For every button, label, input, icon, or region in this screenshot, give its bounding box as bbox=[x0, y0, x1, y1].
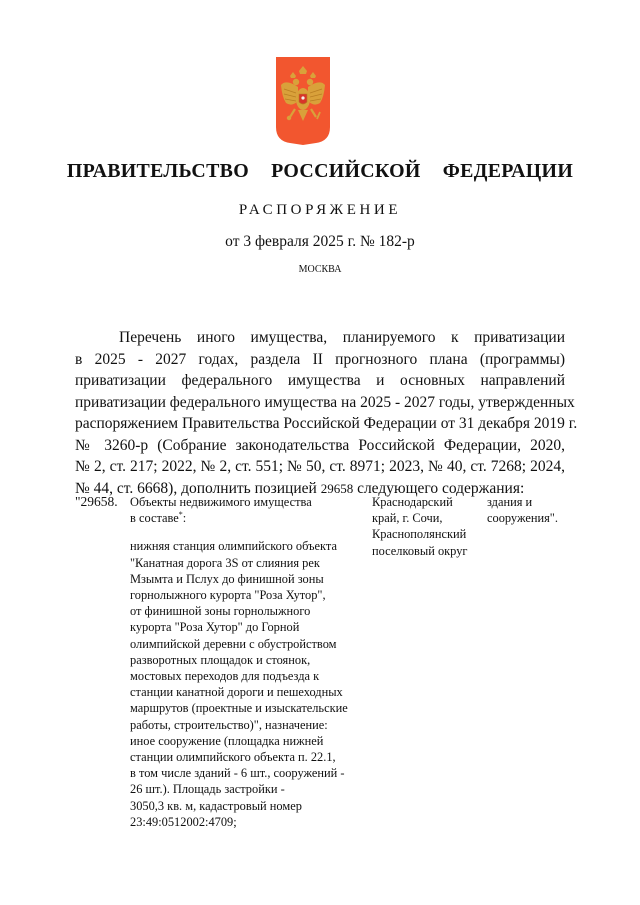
item-line: 3050,3 кв. м, кадастровый номер bbox=[130, 798, 302, 813]
item-line: станции канатной дороги и пешеходных bbox=[130, 685, 343, 700]
item-line: от финишной зоны горнолыжного bbox=[130, 604, 311, 619]
object-label-text: в составе bbox=[130, 511, 179, 526]
location-line: край, г. Сочи, bbox=[372, 511, 443, 526]
item-line: "Канатная дорога 3S от слияния рек bbox=[130, 555, 320, 570]
paragraph-line: в 2025 - 2027 годах, раздела II прогнозного плана (программы) bbox=[75, 350, 565, 368]
item-line: нижняя станция олимпийского объекта bbox=[130, 539, 337, 554]
paragraph-text: следующего содержания: bbox=[353, 479, 525, 497]
object-label-line: Объекты недвижимого имущества bbox=[130, 495, 312, 509]
paragraph-line: Перечень иного имущества, планируемого к приватизации bbox=[119, 329, 565, 346]
location-line: Краснополянский bbox=[372, 527, 467, 542]
item-line: 26 шт.). Площадь застройки - bbox=[130, 782, 285, 797]
paragraph-line: № 2, ст. 217; 2022, № 2, ст. 551; № 50, ст. 8971; 2023, № 40, ст. 7268; 2024, bbox=[75, 458, 565, 475]
item-line: в том числе зданий - 6 шт., сооружений - bbox=[130, 766, 345, 781]
item-line: 23:49:0512002:4709; bbox=[130, 814, 237, 829]
coat-of-arms-emblem bbox=[276, 57, 330, 145]
paragraph-line: приватизации федерального имущества на 2025 - 2027 годы, утвержденных bbox=[75, 393, 575, 411]
item-line: разворотных площадок и стоянок, bbox=[130, 652, 311, 667]
document-type: РАСПОРЯЖЕНИЕ bbox=[238, 202, 402, 218]
item-line: Мзымта и Пслух до финишной зоны bbox=[130, 571, 324, 586]
position-number: "29658. bbox=[75, 494, 118, 509]
paragraph-text: № 44, ст. 6668), дополнить позицией bbox=[75, 479, 321, 497]
footnote-mark: * bbox=[178, 510, 183, 520]
position-description bbox=[130, 494, 365, 830]
object-label bbox=[130, 494, 365, 526]
item-line: олимпийской деревни с обустройством bbox=[130, 636, 337, 651]
position-location bbox=[372, 494, 482, 559]
item-line: мостовых переходов для подъезда к bbox=[130, 669, 320, 684]
object-label-colon: : bbox=[182, 511, 187, 526]
location-line: поселковый округ bbox=[372, 543, 468, 558]
object-label-line bbox=[130, 510, 365, 526]
item-line: курорта "Роза Хутор" до Горной bbox=[130, 620, 300, 635]
item-line: маршрутов (проектные и изыскательские bbox=[130, 701, 348, 716]
location-line: Краснодарский bbox=[372, 495, 453, 509]
document-date-number: от 3 февраля 2025 г. № 182-р bbox=[225, 233, 415, 250]
paragraph-line: приватизации федерального имущества и основных направлений bbox=[75, 372, 565, 389]
double-headed-eagle-icon bbox=[276, 57, 330, 145]
position-object-type bbox=[487, 494, 577, 526]
paragraph-line: № 3260-р (Собрание законодательства Российской Федерации, 2020, bbox=[75, 436, 565, 454]
paragraph-line: распоряжением Правительства Российской Федерации от 31 декабря 2019 г. bbox=[75, 415, 578, 432]
object-item bbox=[130, 538, 365, 830]
position-number-ref: 29658 bbox=[320, 480, 354, 496]
type-line: сооружения". bbox=[487, 511, 558, 526]
item-line: станции олимпийского объекта п. 22.1, bbox=[130, 750, 336, 765]
main-paragraph bbox=[75, 327, 578, 499]
organization-title: ПРАВИТЕЛЬСТВО РОССИЙСКОЙ ФЕДЕРАЦИИ bbox=[66, 160, 574, 182]
item-line: работы, строительство)", назначение: bbox=[130, 717, 328, 732]
document-city: МОСКВА bbox=[298, 264, 342, 275]
item-line: горнолыжного курорта "Роза Хутор", bbox=[130, 588, 326, 603]
type-line: здания и bbox=[487, 495, 533, 509]
item-line: иное сооружение (площадка нижней bbox=[130, 733, 324, 748]
